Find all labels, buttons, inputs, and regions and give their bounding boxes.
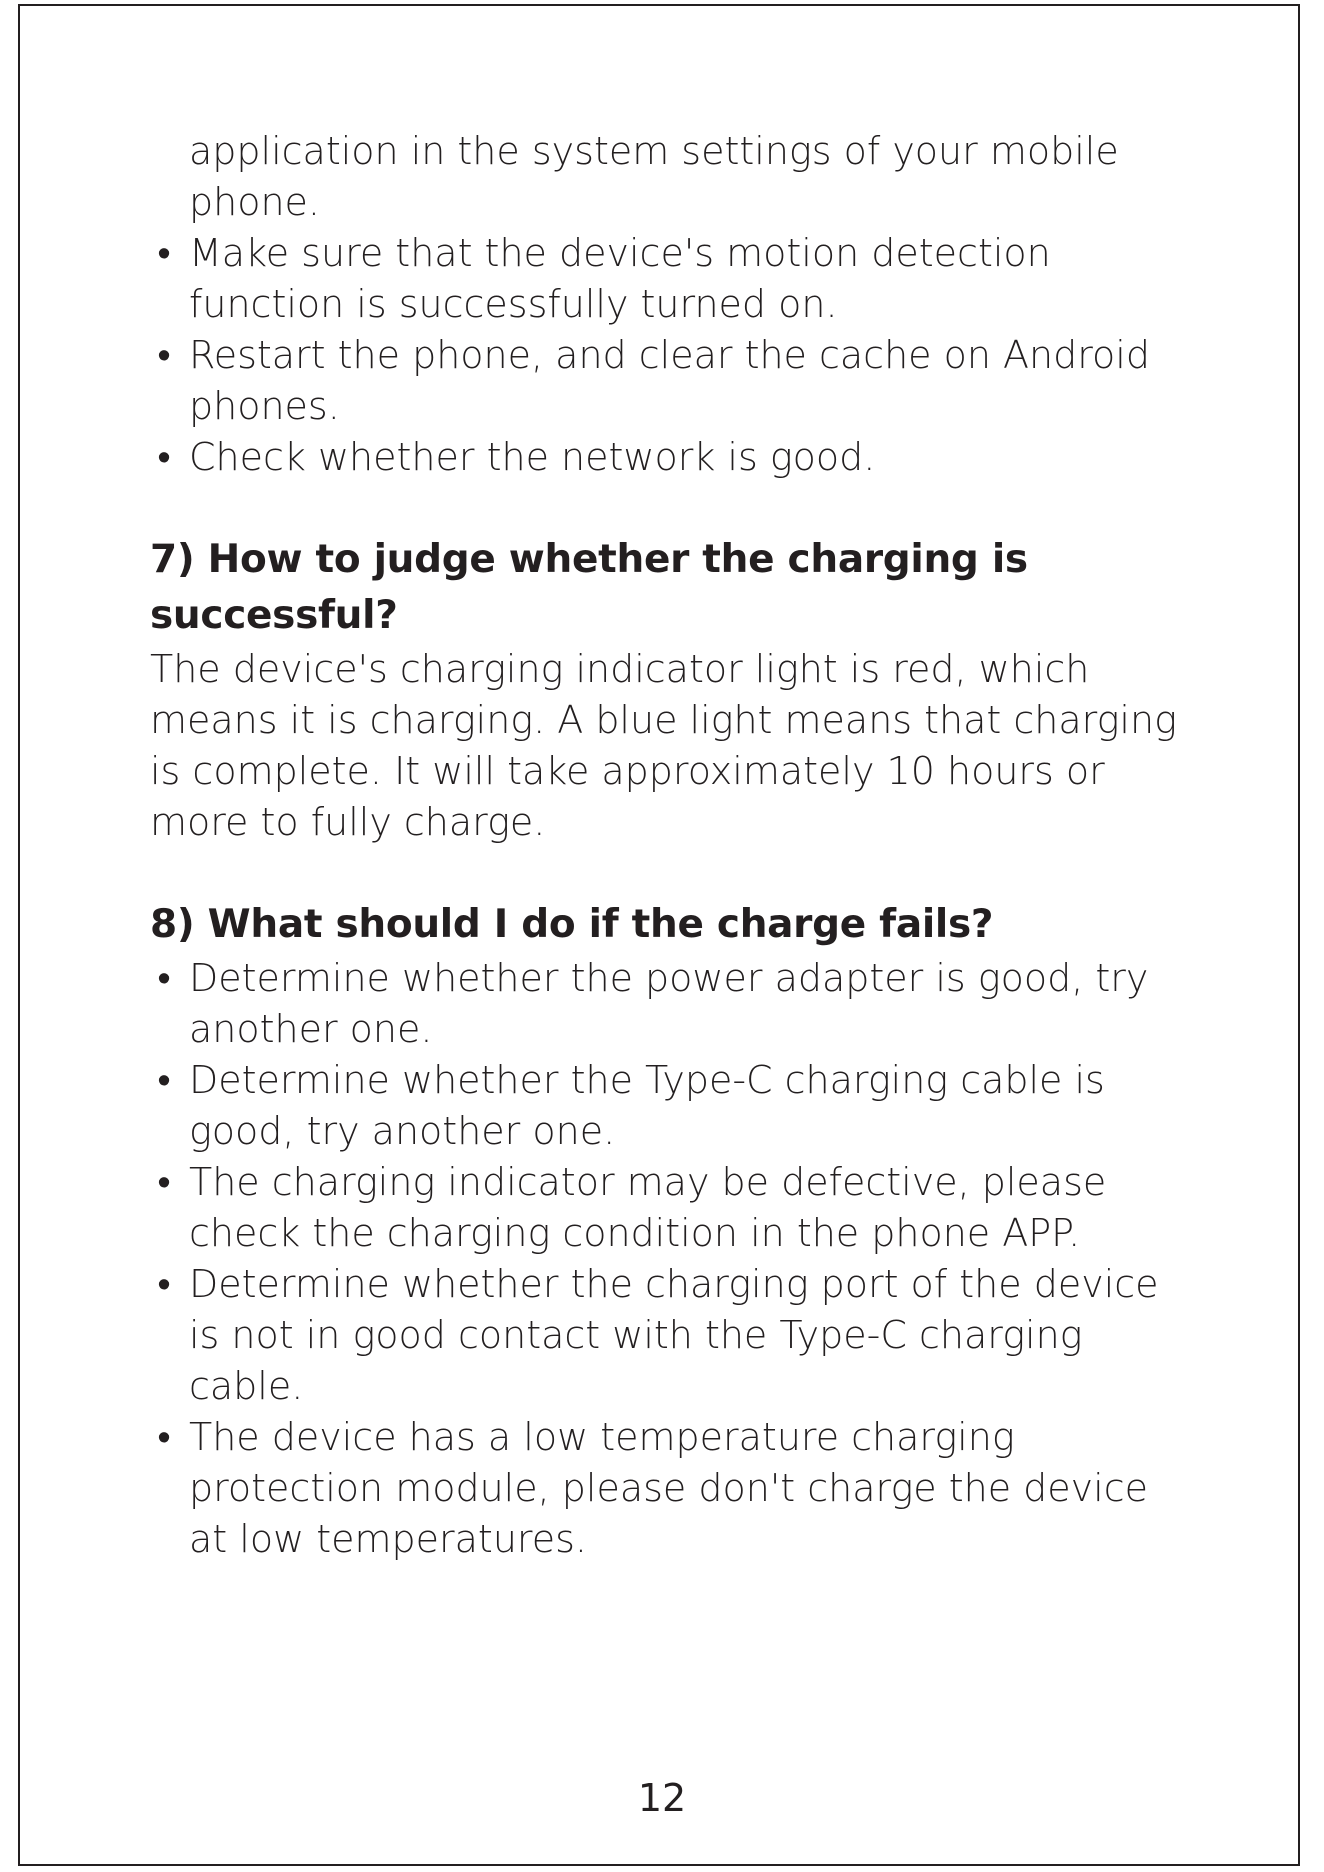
section-heading: 7) How to judge whether the charging is successful? (150, 537, 1028, 638)
page-content (150, 126, 1190, 1565)
continued-bullet-text: application in the system settings of your mobile phone. (189, 129, 1119, 224)
bullet-icon: • (157, 1415, 171, 1459)
list-item (150, 432, 1190, 483)
bullet-icon: • (157, 231, 171, 275)
list-item-text: Restart the phone, and clear the cache on Android phones. (189, 333, 1150, 428)
section-charging-success (150, 532, 1190, 848)
list-item (150, 953, 1190, 1055)
list-item-text: The device has a low temperature charging protection module, please don't charge the device at low temperatures. (189, 1415, 1148, 1561)
list-item-text: Check whether the network is good. (189, 435, 876, 479)
bullet-icon: • (157, 1262, 171, 1306)
bullet-icon: • (157, 956, 171, 1000)
bullet-icon: • (157, 1058, 171, 1102)
intro-bullet-list (150, 228, 1190, 483)
list-item (150, 1157, 1190, 1259)
list-item (150, 1055, 1190, 1157)
list-item-text: Determine whether the Type-C charging cable is good, try another one. (189, 1058, 1105, 1153)
section-charge-fails (150, 897, 1190, 1565)
list-item (150, 1259, 1190, 1412)
list-item-text: Make sure that the device's motion detection function is successfully turned on. (189, 231, 1051, 326)
list-item (150, 1412, 1190, 1565)
section-paragraph: The device's charging indicator light is red, which means it is charging. A blue light means that charging is complete. It will take approximately 10 hours or more to fully charge. (150, 647, 1177, 844)
list-item-text: Determine whether the power adapter is good, try another one. (189, 956, 1149, 1051)
bullet-icon: • (157, 333, 171, 377)
bullet-icon: • (157, 435, 171, 479)
page-number: 12 (637, 1776, 687, 1820)
list-item (150, 228, 1190, 330)
list-item-text: Determine whether the charging port of the device is not in good contact with the Type-C charging cable. (189, 1262, 1159, 1408)
bullet-icon: • (157, 1160, 171, 1204)
section-heading: 8) What should I do if the charge fails? (150, 902, 994, 947)
list-item (150, 330, 1190, 432)
charge-fails-bullet-list (150, 953, 1190, 1565)
list-item-text: The charging indicator may be defective, please check the charging condition in the phone APP. (189, 1160, 1107, 1255)
